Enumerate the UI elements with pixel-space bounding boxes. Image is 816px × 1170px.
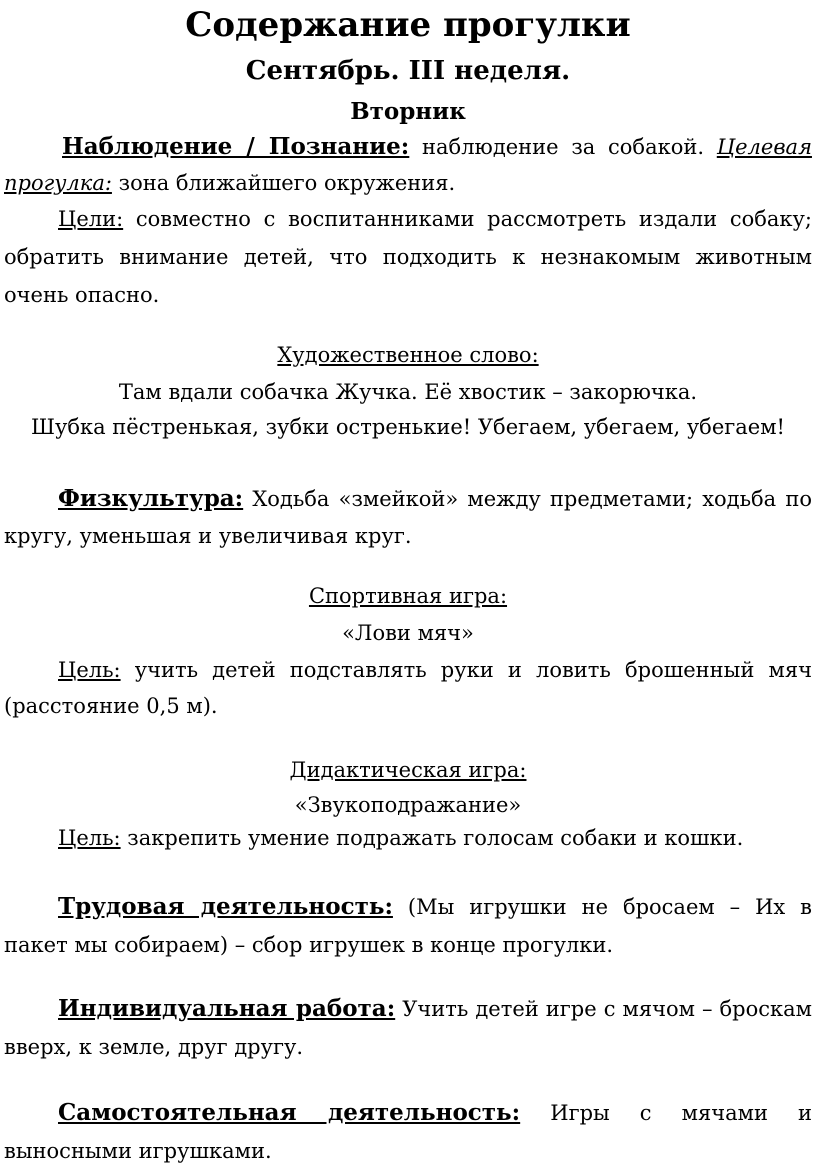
observation-text: наблюдение за собакой. — [422, 135, 705, 159]
didactic-game-name: «Звукоподражание» — [294, 793, 522, 817]
pe-heading: Физкультура: — [58, 485, 244, 512]
sport-game-goal-label: Цель: — [58, 658, 121, 682]
individual-text: Учить детей игре с мячом – броскам вверх, к земле, друг другу. — [4, 997, 812, 1059]
poem-line-2: Шубка пёстренькая, зубки остренькие! Убегаем, убегаем, убегаем! — [31, 415, 785, 439]
sport-game-goal-text: учить детей подставлять руки и ловить брошенный мяч (расстояние 0,5 м). — [4, 658, 812, 718]
independent-paragraph — [0, 1094, 816, 1170]
walk-text: зона ближайшего окружения. — [118, 171, 456, 195]
page-subtitle: Сентябрь. III неделя. — [245, 56, 571, 86]
didactic-game-goal-label: Цель: — [58, 826, 121, 850]
didactic-game-heading-row — [0, 755, 816, 785]
individual-heading: Индивидуальная работа: — [58, 995, 396, 1022]
didactic-game-heading: Дидактическая игра: — [289, 758, 527, 782]
goals-paragraph — [0, 200, 812, 314]
poem-line-1: Там вдали собачка Жучка. Её хвостик – закорючка. — [118, 380, 698, 404]
pe-paragraph — [0, 480, 816, 555]
independent-text: Игры с мячами и выносными игрушками. — [4, 1101, 813, 1163]
walk-label-part1: Целевая — [716, 135, 812, 159]
goals-text: совместно с воспитанниками рассмотреть издали собаку; обратить внимание детей, что подходить к незнакомым животным очень опасно. — [4, 207, 812, 307]
observation-heading: Наблюдение / Познание: — [62, 133, 410, 160]
didactic-game-goal-text: закрепить умение подражать голосам собаки и кошки. — [127, 826, 744, 850]
labor-paragraph — [0, 888, 816, 964]
walk-label-part2: прогулка: — [4, 171, 112, 195]
poem-heading-row — [0, 340, 816, 370]
observation-line-1 — [4, 132, 812, 162]
goals-label: Цели: — [58, 207, 124, 231]
day-heading: Вторник — [350, 98, 466, 125]
observation-block — [0, 132, 816, 314]
sport-game-heading: Спортивная игра: — [308, 584, 508, 608]
poem-heading: Художественное слово: — [277, 343, 539, 367]
didactic-game-goal — [0, 823, 816, 853]
sport-game-name: «Лови мяч» — [342, 621, 474, 645]
pe-text: Ходьба «змейкой» между предметами; ходьба по кругу, уменьшая и увеличивая круг. — [4, 487, 812, 548]
labor-heading: Трудовая деятельность: — [58, 893, 393, 920]
labor-text: (Мы игрушки не бросаем – Их в пакет мы собираем) – сбор игрушек в конце прогулки. — [4, 895, 812, 957]
sport-game-heading-row — [0, 581, 816, 611]
page-title: Содержание прогулки — [185, 5, 631, 45]
sport-game-goal — [0, 652, 816, 724]
independent-heading: Самостоятельная деятельность: — [58, 1099, 521, 1126]
observation-line-2 — [4, 168, 812, 198]
individual-paragraph — [0, 990, 816, 1066]
